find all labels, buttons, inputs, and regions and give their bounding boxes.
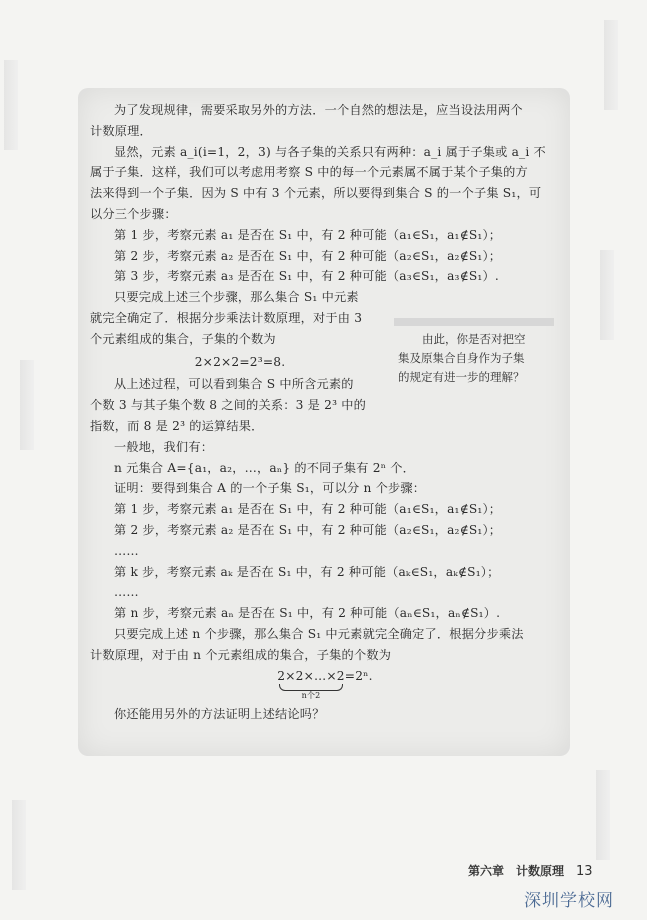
side-note-line: 由此，你是否对把空 [422,332,526,346]
background-mark [20,360,34,450]
text-line: 就完全确定了．根据分步乘法计数原理，对于由 3 [90,310,363,325]
step-line: 第 n 步，考察元素 aₙ 是否在 S₁ 中，有 2 种可能（aₙ∈S₁，aₙ∉S₁）. [114,606,501,621]
step-line: 第 k 步，考察元素 aₖ 是否在 S₁ 中，有 2 种可能（aₖ∈S₁，aₖ∉S₁）； [114,564,500,579]
text-line: 你还能用另外的方法证明上述结论吗？ [114,706,325,721]
step-line: 第 2 步，考察元素 a₂ 是否在 S₁ 中，有 2 种可能（a₂∈S₁，a₂∉S₁）； [114,248,502,263]
site-watermark: 深圳学校网 [524,891,614,911]
step-line: 第 1 步，考察元素 a₁ 是否在 S₁ 中，有 2 种可能（a₁∈S₁，a₁∉S₁）； [114,502,502,517]
text-line: 只要完成上述 n 个步骤，那么集合 S₁ 中元素就完全确定了．根据分步乘法 [114,626,524,641]
background-mark [604,20,618,110]
text-line: 为了发现规律，需要采取另外的方法．一个自然的想法是，应当设法用两个 [114,103,523,117]
step-line: 第 3 步，考察元素 a₃ 是否在 S₁ 中，有 2 种可能（a₃∈S₁，a₃∉S₁）. [114,269,499,284]
text-line: 计数原理，对于由 n 个元素组成的集合，子集的个数为 [90,647,392,662]
page-body [90,100,560,724]
formula: 2×2×2=2³=8. [194,354,286,369]
theorem-line: n 元集合 A={a₁，a₂，…，aₙ} 的不同子集有 2ⁿ 个． [114,460,416,475]
text-line: 一般地，我们有： [114,439,214,454]
text-line: 个元素组成的集合，子集的个数为 [90,331,276,346]
formula-product: 2×2×…×2 [277,668,345,683]
underbrace-icon [279,684,343,691]
ellipsis-line: …… [114,543,139,558]
text-line: 证明：要得到集合 A 的一个子集 S₁，可以分 n 个步骤： [114,481,426,496]
text-line: 以分三个步骤： [90,206,177,221]
underbrace-label: n个2 [301,690,321,700]
side-note-line: 的规定有进一步的理解？ [398,370,525,384]
text-line: 只要完成上述三个步骤，那么集合 S₁ 中元素 [114,290,359,305]
formula-underbrace [90,668,560,702]
formula-result: =2ⁿ. [344,668,373,683]
page-footer [468,862,593,879]
step-line: 第 2 步，考察元素 a₂ 是否在 S₁ 中，有 2 种可能（a₂∈S₁，a₂∉S₁）； [114,522,502,537]
ellipsis-line: …… [114,585,139,600]
step-line: 第 1 步，考察元素 a₁ 是否在 S₁ 中，有 2 种可能（a₁∈S₁，a₁∉S₁）； [114,227,502,242]
background-mark [600,250,614,340]
background-mark [596,770,610,860]
page-number: 13 [576,864,593,879]
text-line: 属于子集．这样，我们可以考虑用考察 S 中的每一个元素属不属于某个子集的方 [90,165,528,180]
background-mark [4,60,18,150]
text-line: 从上述过程，可以看到集合 S 中所含元素的 [114,377,354,392]
side-note-bar [394,318,554,326]
text-line: 个数 3 与其子集个数 8 之间的关系：3 是 2³ 中的 [90,398,367,413]
side-note-line: 集及原集合自身作为子集 [398,351,525,365]
background-mark [12,800,26,890]
text-line: 指数，而 8 是 2³ 的运算结果． [90,418,264,433]
text-line: 显然，元素 a_i(i=1，2，3) 与各子集的关系只有两种：a_i 属于子集或 a_i 不 [114,144,546,159]
side-note [398,330,548,387]
underbrace-group [277,668,345,701]
text-line: 计数原理． [90,123,152,138]
text-line: 法来得到一个子集．因为 S 中有 3 个元素，所以要得到集合 S 的一个子集 S₁，可 [90,186,542,201]
chapter-title: 第六章 计数原理 [468,864,565,878]
